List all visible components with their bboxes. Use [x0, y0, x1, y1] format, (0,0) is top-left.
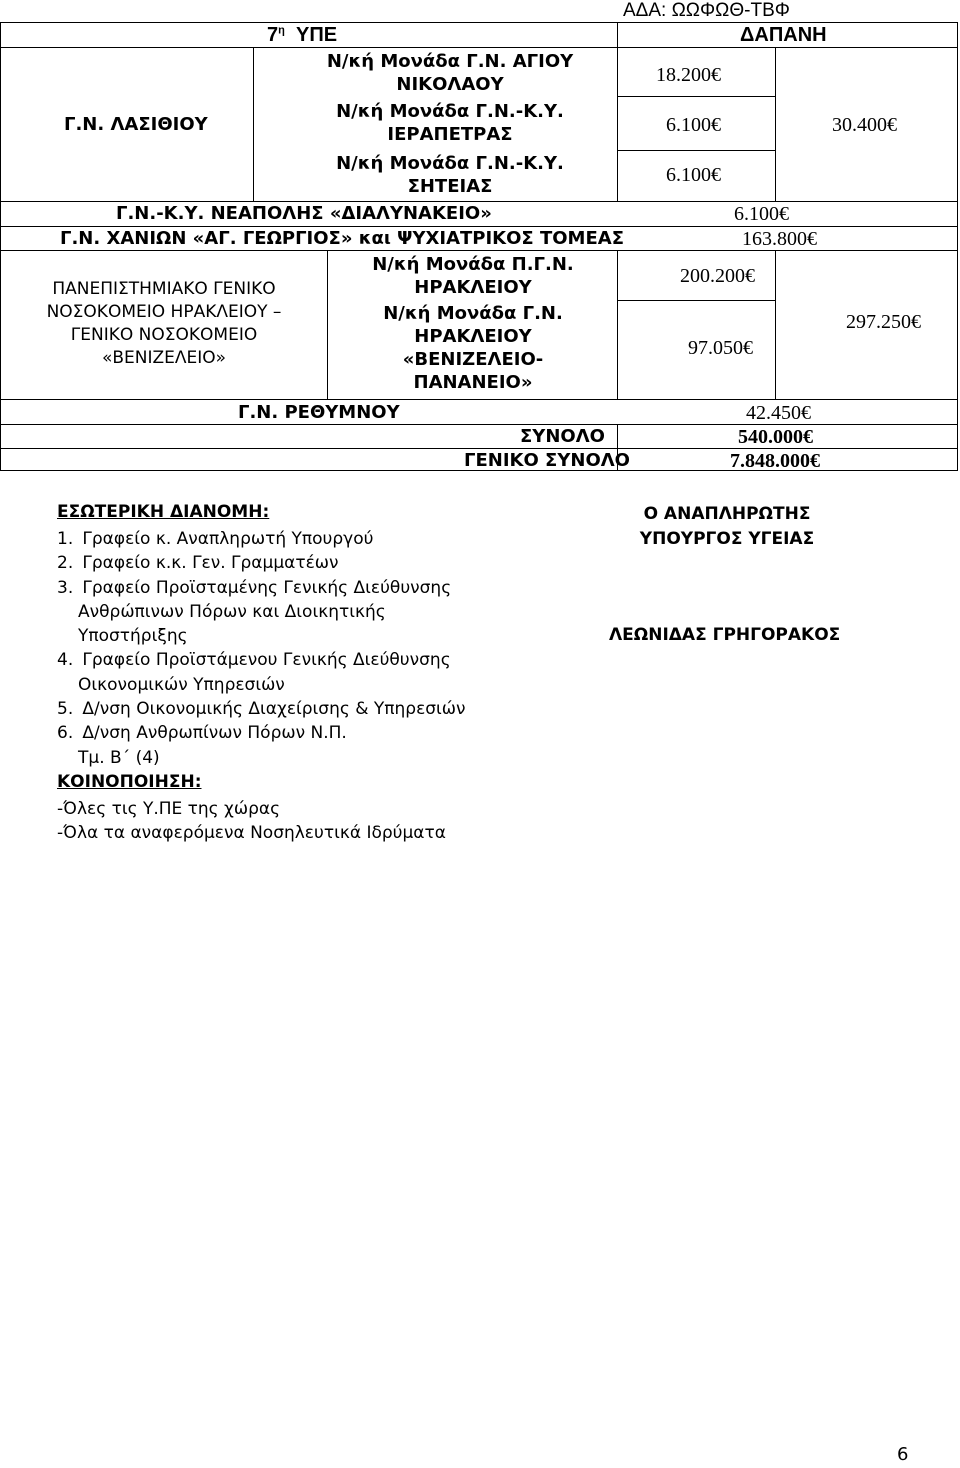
- signatory-title: Ο ΑΝΑΠΛΗΡΩΤΗΣ: [643, 504, 811, 524]
- list-item: 4. Γραφείο Προϊστάμενου Γενικής Διεύθυνσης Οικονομικών Υπηρεσιών: [57, 650, 451, 695]
- rethymno-amount: 42.450€: [746, 402, 811, 424]
- distribution-heading: ΕΣΩΤΕΡΙΚΗ ΔΙΑΝΟΜΗ:: [57, 502, 270, 522]
- list-item: -Όλες τις Υ.ΠΕ της χώρας: [57, 799, 281, 819]
- distribution-list: [57, 527, 466, 770]
- signatory-ministry: ΥΠΟΥΡΓΟΣ ΥΓΕΙΑΣ: [639, 529, 815, 549]
- signature-block: [590, 502, 864, 552]
- list-item: 3. Γραφείο Προϊσταμένης Γενικής Διεύθυνσης Ανθρώπινων Πόρων και Διοικητικής Υποστήριξης: [57, 577, 452, 647]
- sum-label: ΣΥΝΟΛΟ: [520, 426, 605, 447]
- heraklion-total-amount: 297.250€: [846, 311, 921, 333]
- chania-hospital-name: Γ.Ν. ΧΑΝΙΩΝ «ΑΓ. ΓΕΩΡΓΙΟΣ» και ΨΥΧΙΑΤΡΙΚΟΣ ΤΟΜΕΑΣ: [60, 228, 624, 249]
- grand-total-label: ΓΕΝΙΚΟ ΣΥΝΟΛΟ: [464, 450, 630, 471]
- neapoli-amount: 6.100€: [734, 203, 789, 225]
- ada-code: ΑΔΑ: ΩΩΦΩΘ-ΤΒΦ: [623, 0, 790, 21]
- notification-heading: ΚΟΙΝΟΠΟΙΗΣΗ:: [57, 772, 202, 792]
- grand-total-amount: 7.848.000€: [730, 450, 820, 472]
- heraklion-hospital-name: ΠΑΝΕΠΙΣΤΗΜΙΑΚΟ ΓΕΝΙΚΟ ΝΟΣΟΚΟΜΕΙΟ ΗΡΑΚΛΕΙΟΥ – ΓΕΝΙΚΟ ΝΟΣΟΚΟΜΕΙΟ «ΒΕΝΙΖΕΛΕΙΟ»: [46, 279, 282, 368]
- rethymno-hospital-name: Γ.Ν. ΡΕΘΥΜΝΟΥ: [238, 402, 400, 423]
- region-header: $7^\eta$ ΥΠΕ: [267, 24, 338, 46]
- heraklion-unit-2-amount: 97.050€: [688, 337, 753, 359]
- lasithi-unit-1: Ν/κή Μονάδα Γ.Ν. ΑΓΙΟΥ ΝΙΚΟΛΑΟΥ: [326, 51, 574, 95]
- lasithi-unit-2-amount: 6.100€: [666, 114, 721, 136]
- lasithi-unit-3-amount: 6.100€: [666, 164, 721, 186]
- expense-column-header: ΔΑΠΑΝΗ: [740, 24, 827, 46]
- heraklion-unit-2: Ν/κή Μονάδα Γ.Ν. ΗΡΑΚΛΕΙΟΥ «ΒΕΝΙΖΕΛΕΙΟ- ΠΑΝΑΝΕΙΟ»: [383, 303, 563, 393]
- lasithi-total-amount: 30.400€: [832, 114, 897, 136]
- sum-amount: 540.000€: [738, 426, 813, 448]
- list-item: 6. Δ/νση Ανθρωπίνων Πόρων Ν.Π. Τμ. Β΄ (4): [57, 723, 347, 768]
- list-item: -Όλα τα αναφερόμενα Νοσηλευτικά Ιδρύματα: [57, 823, 446, 844]
- list-item: 2. Γραφείο κ.κ. Γεν. Γραμματέων: [57, 553, 339, 574]
- signatory-name: ΛΕΩΝΙΔΑΣ ΓΡΗΓΟΡΑΚΟΣ: [609, 625, 841, 645]
- list-item: 5. Δ/νση Οικονομικής Διαχείρισης & Υπηρεσιών: [57, 699, 466, 720]
- list-item: 1. Γραφείο κ. Αναπληρωτή Υπουργού: [57, 529, 374, 549]
- lasithi-hospital-name: Γ.Ν. ΛΑΣΙΘΙΟΥ: [64, 114, 208, 135]
- page-number: 6: [897, 1444, 909, 1465]
- lasithi-unit-1-amount: 18.200€: [656, 64, 721, 86]
- neapoli-hospital-name: Γ.Ν.-Κ.Υ. ΝΕΑΠΟΛΗΣ «ΔΙΑΛΥΝΑΚΕΙΟ»: [116, 203, 492, 224]
- lasithi-unit-2: Ν/κή Μονάδα Γ.Ν.-Κ.Υ. ΙΕΡΑΠΕΤΡΑΣ: [336, 101, 564, 145]
- lasithi-unit-3: Ν/κή Μονάδα Γ.Ν.-Κ.Υ. ΣΗΤΕΙΑΣ: [336, 153, 564, 197]
- heraklion-unit-1: Ν/κή Μονάδα Π.Γ.Ν. ΗΡΑΚΛΕΙΟΥ: [372, 254, 574, 298]
- chania-amount: 163.800€: [742, 228, 817, 250]
- heraklion-unit-1-amount: 200.200€: [680, 265, 755, 287]
- notification-list: [57, 797, 446, 846]
